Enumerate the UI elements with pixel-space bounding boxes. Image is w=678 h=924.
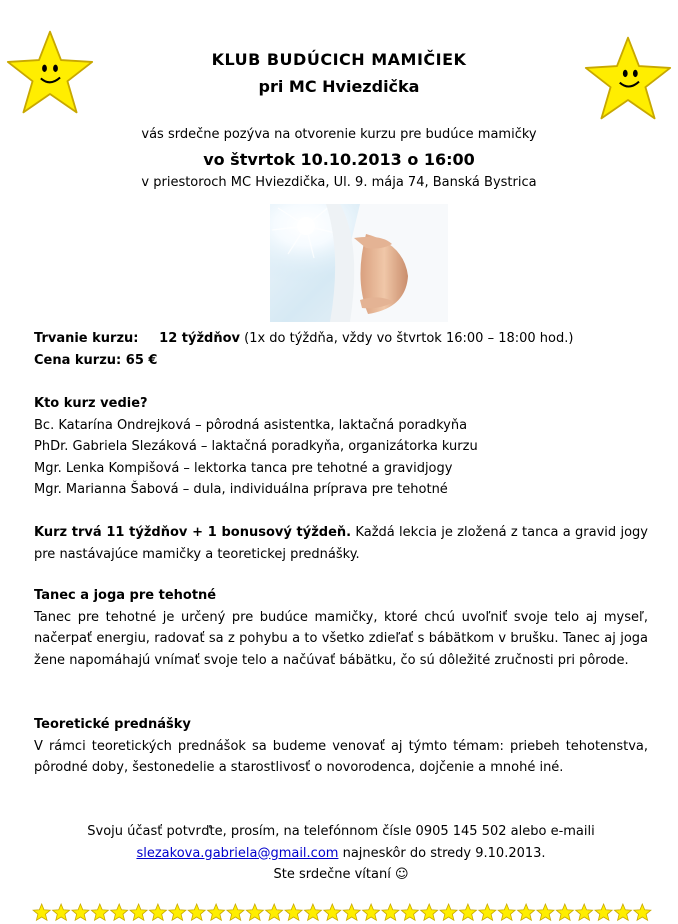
small-star-icon	[440, 904, 457, 920]
small-star-icon	[33, 904, 50, 920]
invite-text: vás srdečne pozýva na otvorenie kurzu pre budúce mamičky	[141, 127, 537, 142]
dance-section	[34, 585, 648, 671]
duration-value: 12 týždňov	[159, 331, 240, 346]
small-star-icon	[576, 904, 593, 920]
event-date: vo štvrtok 10.10.2013 o 16:00	[203, 150, 475, 169]
lectures-text: V rámci teoretických prednášok sa budeme venovať aj týmto témam: priebeh tehotenstva, pôrodné doby, šestonedelie a starostlivosť o novorodenca, dojčenie a mnohé iné.	[34, 738, 648, 775]
small-star-icon	[285, 904, 302, 920]
small-star-icon	[343, 904, 360, 920]
lecturer-item: PhDr. Gabriela Slezáková – laktačná poradkyňa, organizátorka kurzu	[34, 439, 478, 454]
duration-label: Trvanie kurzu:	[34, 331, 139, 346]
small-star-icon	[246, 904, 263, 920]
structure-bold: Kurz trvá 11 týždňov + 1 bonusový týždeň.	[34, 525, 352, 540]
small-star-icon	[324, 904, 341, 920]
small-star-icon	[556, 904, 573, 920]
small-star-icon	[130, 904, 147, 920]
small-star-icon	[537, 904, 554, 920]
lecturers-heading: Kto kurz vedie?	[34, 396, 148, 411]
event-place: v priestoroch MC Hviezdička, Ul. 9. mája 74, Banská Bystrica	[141, 175, 537, 190]
email-link[interactable]: slezakova.gabriela@gmail.com	[136, 845, 339, 861]
pregnancy-photo	[270, 204, 448, 322]
lecturer-item: Mgr. Lenka Kompišová – lektorka tanca pre tehotné a gravidjogy	[34, 460, 453, 476]
footer-line1: Svoju účasť potvrďte, prosím, na telefónnom čísle 0905 145 502 alebo e-maili	[87, 824, 595, 839]
small-star-icon	[459, 904, 476, 920]
course-price: Cena kurzu: 65 €	[34, 352, 158, 368]
small-star-icon	[188, 904, 205, 920]
lecturers-section	[34, 393, 648, 501]
small-star-icon	[614, 904, 631, 920]
lecturer-item: Bc. Katarína Ondrejková – pôrodná asistentka, laktačná poradkyňa	[34, 417, 468, 433]
small-star-icon	[72, 904, 89, 920]
smiley-star-icon	[4, 28, 96, 116]
small-star-icon	[421, 904, 438, 920]
small-star-icon	[266, 904, 283, 920]
welcome-text: Ste srdečne vítaní ☺	[273, 867, 409, 882]
club-title: KLUB BUDÚCICH MAMIČIEK	[211, 50, 467, 69]
structure-text: Každá lekcia je zložená z tanca a gravid jogy pre nastávajúce mamičky a teoretickej prednášky.	[34, 525, 648, 562]
small-star-icon	[169, 904, 186, 920]
small-star-icon	[479, 904, 496, 920]
course-structure	[34, 522, 648, 565]
small-star-icon	[363, 904, 380, 920]
small-star-icon	[208, 904, 225, 920]
small-star-icon	[518, 904, 535, 920]
dance-text: Tanec pre tehotné je určený pre budúce mamičky, ktoré chcú uvoľniť svoje telo aj myseľ, načerpať energiu, radovať sa z pohybu a to všetko zdieľať s bábätkom v brušku. Tanec aj joga žene napomáhajú vnímať svoje telo a načúvať bábätku, čo sú dôležité zručnosti pri pôrode.	[34, 609, 648, 668]
footer-contact	[34, 821, 648, 886]
star-border-row	[32, 903, 652, 923]
small-star-icon	[401, 904, 418, 920]
small-star-icon	[149, 904, 166, 920]
small-star-icon	[634, 904, 651, 920]
small-star-icon	[304, 904, 321, 920]
small-star-icon	[91, 904, 108, 920]
small-star-icon	[53, 904, 70, 920]
lectures-heading: Teoretické prednášky	[34, 717, 191, 732]
small-star-icon	[227, 904, 244, 920]
footer-deadline: najneskôr do stredy 9.10.2013.	[338, 845, 546, 861]
lectures-section	[34, 714, 648, 779]
small-star-icon	[498, 904, 515, 920]
dance-heading: Tanec a joga pre tehotné	[34, 588, 217, 603]
small-star-icon	[111, 904, 128, 920]
lecturer-item: Mgr. Marianna Šabová – dula, individuálna príprava pre tehotné	[34, 482, 448, 497]
club-subtitle: pri MC Hviezdička	[258, 77, 420, 96]
duration-note: (1x do týždňa, vždy vo štvrtok 16:00 – 18:00 hod.)	[240, 331, 574, 346]
small-star-icon	[595, 904, 612, 920]
course-info	[34, 328, 648, 371]
small-star-icon	[382, 904, 399, 920]
